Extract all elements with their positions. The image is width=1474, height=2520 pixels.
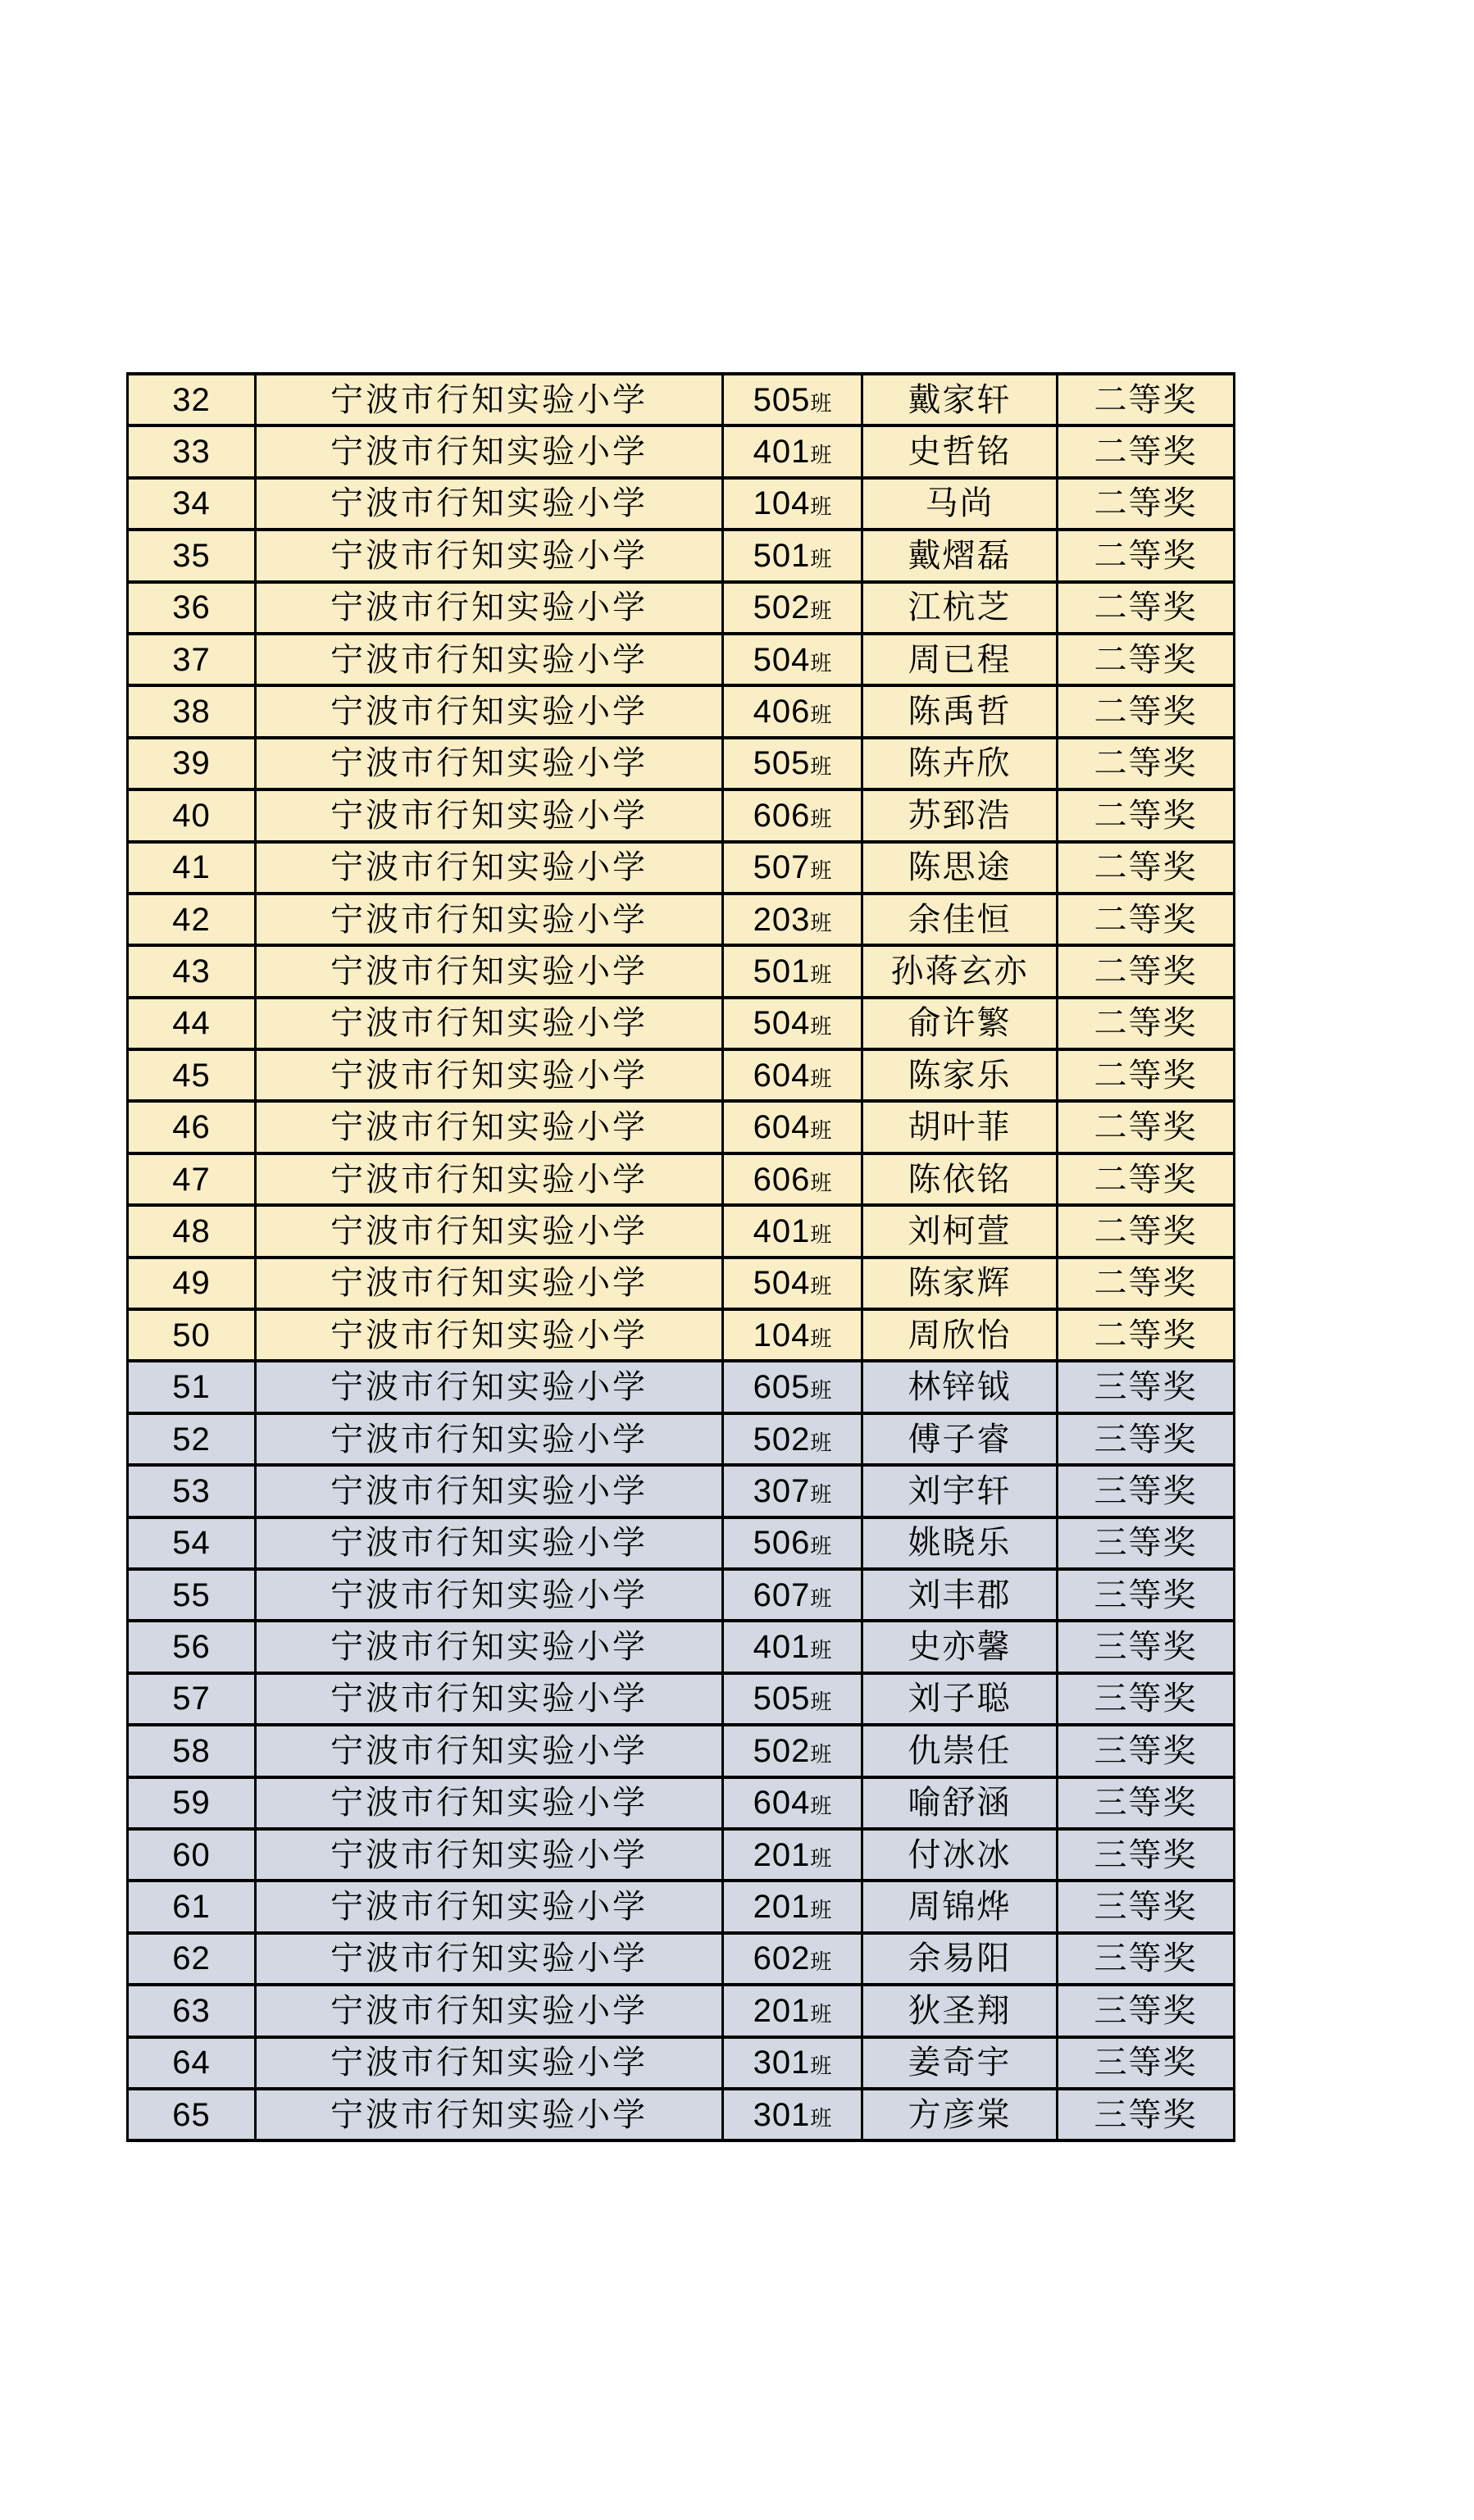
class-cell: [723, 1153, 862, 1205]
row-number-cell: 57: [128, 1673, 256, 1725]
class-number: 504: [753, 1005, 811, 1042]
class-suffix: 班: [810, 546, 832, 571]
class-number: 104: [753, 485, 811, 522]
class-number: 401: [753, 1629, 811, 1666]
award-cell: 二等奖: [1058, 1101, 1235, 1153]
class-suffix: 班: [810, 650, 832, 675]
award-cell: 二等奖: [1058, 842, 1235, 894]
student-name-cell: 姚晓乐: [862, 1517, 1058, 1569]
award-cell: 三等奖: [1058, 1465, 1235, 1517]
row-number-cell: 45: [128, 1049, 256, 1101]
award-cell: 二等奖: [1058, 582, 1235, 634]
student-name-cell: 刘宇轩: [862, 1465, 1058, 1517]
class-suffix: 班: [810, 1898, 832, 1923]
class-number: 507: [753, 849, 811, 886]
student-name-cell: 傅子睿: [862, 1413, 1058, 1465]
student-name-cell: 狄圣翔: [862, 1985, 1058, 2036]
award-cell: 三等奖: [1058, 1517, 1235, 1569]
class-suffix: 班: [810, 1741, 832, 1767]
row-number-cell: 46: [128, 1101, 256, 1153]
student-name-cell: 周欣怡: [862, 1309, 1058, 1361]
row-number-cell: 51: [128, 1361, 256, 1412]
table-row: [128, 1101, 1235, 1153]
student-name-cell: 方彦棠: [862, 2089, 1058, 2140]
class-suffix: 班: [810, 1378, 832, 1403]
row-number-cell: 49: [128, 1258, 256, 1309]
table-row: [128, 894, 1235, 945]
class-cell: [723, 1777, 862, 1829]
school-name-cell: 宁波市行知实验小学: [256, 998, 723, 1049]
class-number: 201: [753, 1889, 811, 1926]
class-number: 104: [753, 1317, 811, 1353]
student-name-cell: 喻舒涵: [862, 1777, 1058, 1829]
class-suffix: 班: [810, 1326, 832, 1351]
table-row: [128, 1153, 1235, 1205]
table-row: [128, 1258, 1235, 1309]
row-number-cell: 58: [128, 1725, 256, 1776]
student-name-cell: 付冰冰: [862, 1829, 1058, 1881]
class-number: 504: [753, 1265, 811, 1302]
award-cell: 三等奖: [1058, 1985, 1235, 2036]
class-cell: [723, 998, 862, 1049]
class-suffix: 班: [810, 754, 832, 780]
class-cell: [723, 1049, 862, 1101]
row-number-cell: 62: [128, 1933, 256, 1985]
student-name-cell: 史亦馨: [862, 1621, 1058, 1672]
award-table-body: [128, 374, 1235, 2140]
award-cell: 二等奖: [1058, 634, 1235, 685]
class-cell: [723, 1829, 862, 1881]
school-name-cell: 宁波市行知实验小学: [256, 2089, 723, 2140]
class-number: 604: [753, 1785, 811, 1822]
class-suffix: 班: [810, 962, 832, 987]
row-number-cell: 64: [128, 2037, 256, 2089]
spreadsheet-area: [126, 372, 1235, 2142]
school-name-cell: 宁波市行知实验小学: [256, 945, 723, 997]
school-name-cell: 宁波市行知实验小学: [256, 1777, 723, 1829]
school-name-cell: 宁波市行知实验小学: [256, 1153, 723, 1205]
class-suffix: 班: [810, 1118, 832, 1144]
award-cell: 二等奖: [1058, 478, 1235, 530]
table-row: [128, 1517, 1235, 1569]
row-number-cell: 61: [128, 1881, 256, 1932]
student-name-cell: 俞许繁: [862, 998, 1058, 1049]
school-name-cell: 宁波市行知实验小学: [256, 582, 723, 634]
award-cell: 三等奖: [1058, 1725, 1235, 1776]
school-name-cell: 宁波市行知实验小学: [256, 1309, 723, 1361]
class-number: 406: [753, 694, 811, 730]
award-cell: 三等奖: [1058, 1413, 1235, 1465]
table-row: [128, 738, 1235, 789]
table-row: [128, 1569, 1235, 1621]
school-name-cell: 宁波市行知实验小学: [256, 530, 723, 581]
class-suffix: 班: [810, 910, 832, 935]
class-number: 401: [753, 434, 811, 471]
school-name-cell: 宁波市行知实验小学: [256, 842, 723, 894]
class-suffix: 班: [810, 2105, 832, 2131]
class-number: 604: [753, 1109, 811, 1146]
class-cell: [723, 425, 862, 477]
class-number: 203: [753, 901, 811, 938]
award-cell: 二等奖: [1058, 998, 1235, 1049]
student-name-cell: 戴家轩: [862, 374, 1058, 425]
class-number: 502: [753, 1732, 811, 1769]
row-number-cell: 39: [128, 738, 256, 789]
award-cell: 二等奖: [1058, 789, 1235, 841]
class-suffix: 班: [810, 1430, 832, 1455]
class-number: 501: [753, 537, 811, 574]
award-cell: 二等奖: [1058, 945, 1235, 997]
row-number-cell: 44: [128, 998, 256, 1049]
class-cell: [723, 1309, 862, 1361]
class-suffix: 班: [810, 1534, 832, 1559]
award-cell: 二等奖: [1058, 738, 1235, 789]
table-row: [128, 1361, 1235, 1412]
row-number-cell: 56: [128, 1621, 256, 1672]
table-row: [128, 1933, 1235, 1985]
school-name-cell: 宁波市行知实验小学: [256, 1829, 723, 1881]
school-name-cell: 宁波市行知实验小学: [256, 634, 723, 685]
table-row: [128, 1777, 1235, 1829]
award-cell: 二等奖: [1058, 894, 1235, 945]
class-number: 201: [753, 1992, 811, 2029]
class-cell: [723, 1621, 862, 1672]
award-cell: 三等奖: [1058, 1777, 1235, 1829]
school-name-cell: 宁波市行知实验小学: [256, 1101, 723, 1153]
row-number-cell: 40: [128, 789, 256, 841]
class-number: 401: [753, 1212, 811, 1249]
row-number-cell: 43: [128, 945, 256, 997]
row-number-cell: 60: [128, 1829, 256, 1881]
table-row: [128, 1049, 1235, 1101]
class-suffix: 班: [810, 2054, 832, 2079]
row-number-cell: 53: [128, 1465, 256, 1517]
award-cell: 二等奖: [1058, 1049, 1235, 1101]
table-row: [128, 1413, 1235, 1465]
table-row: [128, 1205, 1235, 1257]
row-number-cell: 36: [128, 582, 256, 634]
student-name-cell: 周已程: [862, 634, 1058, 685]
class-cell: [723, 1465, 862, 1517]
class-cell: [723, 530, 862, 581]
student-name-cell: 马尚: [862, 478, 1058, 530]
row-number-cell: 63: [128, 1985, 256, 2036]
table-row: [128, 582, 1235, 634]
student-name-cell: 仇崇任: [862, 1725, 1058, 1776]
student-name-cell: 刘丰郡: [862, 1569, 1058, 1621]
school-name-cell: 宁波市行知实验小学: [256, 1725, 723, 1776]
student-name-cell: 刘子聪: [862, 1673, 1058, 1725]
class-cell: [723, 945, 862, 997]
student-name-cell: 苏郅浩: [862, 789, 1058, 841]
class-cell: [723, 738, 862, 789]
award-table: [126, 372, 1235, 2142]
class-suffix: 班: [810, 1585, 832, 1611]
table-row: [128, 1673, 1235, 1725]
award-cell: 三等奖: [1058, 1829, 1235, 1881]
student-name-cell: 刘柯萱: [862, 1205, 1058, 1257]
school-name-cell: 宁波市行知实验小学: [256, 1049, 723, 1101]
row-number-cell: 32: [128, 374, 256, 425]
school-name-cell: 宁波市行知实验小学: [256, 1361, 723, 1412]
class-number: 607: [753, 1576, 811, 1613]
table-row: [128, 2037, 1235, 2089]
school-name-cell: 宁波市行知实验小学: [256, 1258, 723, 1309]
class-number: 502: [753, 1421, 811, 1458]
table-row: [128, 374, 1235, 425]
table-row: [128, 998, 1235, 1049]
class-cell: [723, 1881, 862, 1932]
class-suffix: 班: [810, 2001, 832, 2026]
class-suffix: 班: [810, 1221, 832, 1247]
row-number-cell: 52: [128, 1413, 256, 1465]
row-number-cell: 35: [128, 530, 256, 581]
award-cell: 三等奖: [1058, 1881, 1235, 1932]
class-cell: [723, 1101, 862, 1153]
class-suffix: 班: [810, 1638, 832, 1663]
class-suffix: 班: [810, 390, 832, 416]
class-cell: [723, 842, 862, 894]
award-cell: 二等奖: [1058, 425, 1235, 477]
student-name-cell: 戴熠磊: [862, 530, 1058, 581]
class-suffix: 班: [810, 1690, 832, 1715]
class-number: 201: [753, 1836, 811, 1873]
class-suffix: 班: [810, 1794, 832, 1819]
award-cell: 三等奖: [1058, 1621, 1235, 1672]
class-number: 604: [753, 1057, 811, 1094]
table-row: [128, 530, 1235, 581]
class-number: 605: [753, 1369, 811, 1406]
class-number: 501: [753, 953, 811, 989]
class-number: 505: [753, 1681, 811, 1717]
class-cell: [723, 582, 862, 634]
school-name-cell: 宁波市行知实验小学: [256, 425, 723, 477]
class-cell: [723, 2037, 862, 2089]
student-name-cell: 余易阳: [862, 1933, 1058, 1985]
table-row: [128, 842, 1235, 894]
row-number-cell: 33: [128, 425, 256, 477]
award-cell: 三等奖: [1058, 2089, 1235, 2140]
table-row: [128, 1881, 1235, 1932]
school-name-cell: 宁波市行知实验小学: [256, 1673, 723, 1725]
class-number: 602: [753, 1940, 811, 1977]
class-suffix: 班: [810, 443, 832, 468]
row-number-cell: 65: [128, 2089, 256, 2140]
class-cell: [723, 1205, 862, 1257]
student-name-cell: 陈家辉: [862, 1258, 1058, 1309]
table-row: [128, 1829, 1235, 1881]
school-name-cell: 宁波市行知实验小学: [256, 1465, 723, 1517]
school-name-cell: 宁波市行知实验小学: [256, 1933, 723, 1985]
row-number-cell: 50: [128, 1309, 256, 1361]
class-number: 301: [753, 2045, 811, 2081]
award-cell: 二等奖: [1058, 374, 1235, 425]
class-cell: [723, 1725, 862, 1776]
row-number-cell: 55: [128, 1569, 256, 1621]
award-cell: 三等奖: [1058, 2037, 1235, 2089]
class-suffix: 班: [810, 1274, 832, 1299]
class-suffix: 班: [810, 1949, 832, 1975]
school-name-cell: 宁波市行知实验小学: [256, 1569, 723, 1621]
table-row: [128, 425, 1235, 477]
class-number: 301: [753, 2096, 811, 2133]
row-number-cell: 42: [128, 894, 256, 945]
student-name-cell: 陈卉欣: [862, 738, 1058, 789]
table-row: [128, 1725, 1235, 1776]
award-cell: 二等奖: [1058, 1205, 1235, 1257]
award-cell: 三等奖: [1058, 1673, 1235, 1725]
class-cell: [723, 1985, 862, 2036]
school-name-cell: 宁波市行知实验小学: [256, 2037, 723, 2089]
class-suffix: 班: [810, 1170, 832, 1195]
award-cell: 三等奖: [1058, 1569, 1235, 1621]
class-number: 505: [753, 381, 811, 418]
school-name-cell: 宁波市行知实验小学: [256, 1413, 723, 1465]
student-name-cell: 陈家乐: [862, 1049, 1058, 1101]
student-name-cell: 周锦烨: [862, 1881, 1058, 1932]
table-row: [128, 1465, 1235, 1517]
school-name-cell: 宁波市行知实验小学: [256, 478, 723, 530]
award-cell: 二等奖: [1058, 530, 1235, 581]
class-cell: [723, 1517, 862, 1569]
school-name-cell: 宁波市行知实验小学: [256, 1205, 723, 1257]
class-suffix: 班: [810, 1845, 832, 1871]
award-cell: 二等奖: [1058, 1309, 1235, 1361]
class-cell: [723, 1413, 862, 1465]
school-name-cell: 宁波市行知实验小学: [256, 1881, 723, 1932]
school-name-cell: 宁波市行知实验小学: [256, 374, 723, 425]
table-row: [128, 685, 1235, 737]
class-cell: [723, 789, 862, 841]
student-name-cell: 姜奇宇: [862, 2037, 1058, 2089]
class-suffix: 班: [810, 858, 832, 884]
class-number: 506: [753, 1525, 811, 1562]
student-name-cell: 陈思途: [862, 842, 1058, 894]
table-row: [128, 789, 1235, 841]
student-name-cell: 江杭芝: [862, 582, 1058, 634]
table-row: [128, 1985, 1235, 2036]
award-cell: 二等奖: [1058, 1153, 1235, 1205]
school-name-cell: 宁波市行知实验小学: [256, 1517, 723, 1569]
award-cell: 二等奖: [1058, 685, 1235, 737]
class-number: 606: [753, 797, 811, 834]
award-cell: 二等奖: [1058, 1258, 1235, 1309]
class-suffix: 班: [810, 703, 832, 728]
row-number-cell: 38: [128, 685, 256, 737]
student-name-cell: 史哲铭: [862, 425, 1058, 477]
student-name-cell: 胡叶菲: [862, 1101, 1058, 1153]
student-name-cell: 余佳恒: [862, 894, 1058, 945]
class-cell: [723, 1933, 862, 1985]
school-name-cell: 宁波市行知实验小学: [256, 1985, 723, 2036]
award-cell: 三等奖: [1058, 1933, 1235, 1985]
table-row: [128, 1309, 1235, 1361]
student-name-cell: 林锌钺: [862, 1361, 1058, 1412]
row-number-cell: 59: [128, 1777, 256, 1829]
class-number: 505: [753, 745, 811, 782]
school-name-cell: 宁波市行知实验小学: [256, 789, 723, 841]
table-row: [128, 945, 1235, 997]
class-suffix: 班: [810, 1481, 832, 1507]
school-name-cell: 宁波市行知实验小学: [256, 685, 723, 737]
class-suffix: 班: [810, 1014, 832, 1039]
student-name-cell: 陈禹哲: [862, 685, 1058, 737]
class-suffix: 班: [810, 806, 832, 831]
row-number-cell: 37: [128, 634, 256, 685]
class-number: 606: [753, 1161, 811, 1198]
award-cell: 三等奖: [1058, 1361, 1235, 1412]
class-cell: [723, 634, 862, 685]
table-row: [128, 634, 1235, 685]
class-suffix: 班: [810, 598, 832, 624]
student-name-cell: 陈依铭: [862, 1153, 1058, 1205]
class-cell: [723, 1361, 862, 1412]
class-number: 502: [753, 589, 811, 626]
table-row: [128, 478, 1235, 530]
row-number-cell: 34: [128, 478, 256, 530]
class-cell: [723, 1569, 862, 1621]
school-name-cell: 宁波市行知实验小学: [256, 1621, 723, 1672]
row-number-cell: 47: [128, 1153, 256, 1205]
class-cell: [723, 374, 862, 425]
school-name-cell: 宁波市行知实验小学: [256, 738, 723, 789]
table-row: [128, 2089, 1235, 2140]
row-number-cell: 54: [128, 1517, 256, 1569]
class-suffix: 班: [810, 494, 832, 520]
class-cell: [723, 1258, 862, 1309]
class-cell: [723, 685, 862, 737]
school-name-cell: 宁波市行知实验小学: [256, 894, 723, 945]
class-cell: [723, 478, 862, 530]
class-cell: [723, 1673, 862, 1725]
table-row: [128, 1621, 1235, 1672]
class-cell: [723, 2089, 862, 2140]
row-number-cell: 48: [128, 1205, 256, 1257]
student-name-cell: 孙蒋玄亦: [862, 945, 1058, 997]
class-number: 307: [753, 1472, 811, 1509]
class-cell: [723, 894, 862, 945]
row-number-cell: 41: [128, 842, 256, 894]
class-suffix: 班: [810, 1066, 832, 1091]
class-number: 504: [753, 641, 811, 678]
